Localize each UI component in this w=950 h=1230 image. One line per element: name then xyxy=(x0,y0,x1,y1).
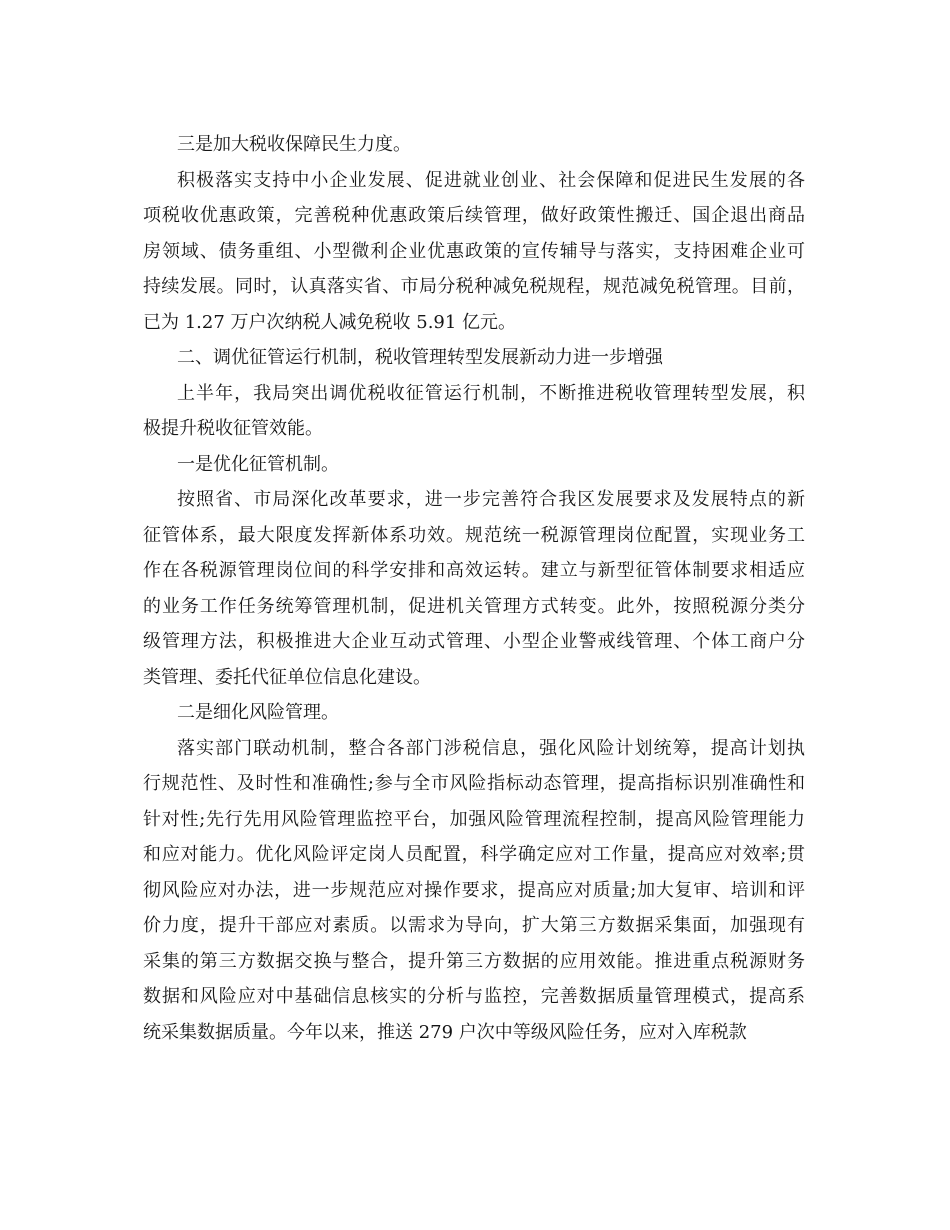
paragraph-line: 类管理、委托代征单位信息化建设。 xyxy=(143,666,431,688)
document-page xyxy=(143,127,805,1050)
paragraph-line: 和应对能力。优化风险评定岗人员配置，科学确定应对工作量，提高应对效率;贯 xyxy=(143,844,805,865)
paragraph-line: 上半年，我局突出调优税收征管运行机制，不断推进税收管理转型发展，积 xyxy=(177,382,805,404)
subheading: 三是加大税收保障民生力度。 xyxy=(177,134,411,155)
paragraph-line: 的业务工作任务统筹管理机制，促进机关管理方式转变。此外，按照税源分类分 xyxy=(143,595,805,617)
paragraph-line: 彻风险应对办法，进一步规范应对操作要求，提高应对质量;加大复审、培训和评 xyxy=(143,879,805,901)
paragraph-line: 落实部门联动机制，整合各部门涉税信息，强化风险计划统筹，提高计划执 xyxy=(177,737,805,759)
subheading: 一是优化征管机制。 xyxy=(177,453,339,475)
paragraph-line: 针对性;先行先用风险管理监控平台，加强风险管理流程控制，提高风险管理能力 xyxy=(143,808,805,830)
paragraph-line: 项税收优惠政策，完善税种优惠政策后续管理，做好政策性搬迁、国企退出商品 xyxy=(143,205,805,226)
paragraph-line: 统采集数据质量。今年以来，推送 279 户次中等级风险任务，应对入库税款 xyxy=(143,1021,747,1043)
section-heading: 二、调优征管运行机制，税收管理转型发展新动力进一步增强 xyxy=(177,347,663,368)
paragraph-line: 已为 1.27 万户次纳税人减免税收 5.91 亿元。 xyxy=(143,311,517,333)
paragraph-line: 采集的第三方数据交换与整合，提升第三方数据的应用效能。推进重点税源财务 xyxy=(143,950,805,972)
paragraph-line: 作在各税源管理岗位间的科学安排和高效运转。建立与新型征管体制要求相适应 xyxy=(143,560,805,581)
paragraph-line: 持续发展。同时，认真落实省、市局分税种减免税规程，规范减免税管理。目前， xyxy=(143,276,805,297)
paragraph-line: 级管理方法，积极推进大企业互动式管理、小型企业警戒线管理、个体工商户分 xyxy=(143,631,805,652)
paragraph-line: 价力度，提升干部应对素质。以需求为导向，扩大第三方数据采集面，加强现有 xyxy=(143,915,805,936)
paragraph-line: 极提升税收征管效能。 xyxy=(143,418,323,439)
subheading: 二是细化风险管理。 xyxy=(177,702,339,723)
paragraph-line: 积极落实支持中小企业发展、促进就业创业、社会保障和促进民生发展的各 xyxy=(177,169,805,191)
paragraph-line: 行规范性、及时性和准确性;参与全市风险指标动态管理，提高指标识别准确性和 xyxy=(143,773,805,794)
paragraph-line: 征管体系，最大限度发挥新体系功效。规范统一税源管理岗位配置，实现业务工 xyxy=(143,524,805,546)
paragraph-line: 按照省、市局深化改革要求，进一步完善符合我区发展要求及发展特点的新 xyxy=(177,489,805,510)
paragraph-line: 房领域、债务重组、小型微利企业优惠政策的宣传辅导与落实，支持困难企业可 xyxy=(143,240,805,262)
paragraph-line: 数据和风险应对中基础信息核实的分析与监控，完善数据质量管理模式，提高系 xyxy=(143,986,805,1007)
